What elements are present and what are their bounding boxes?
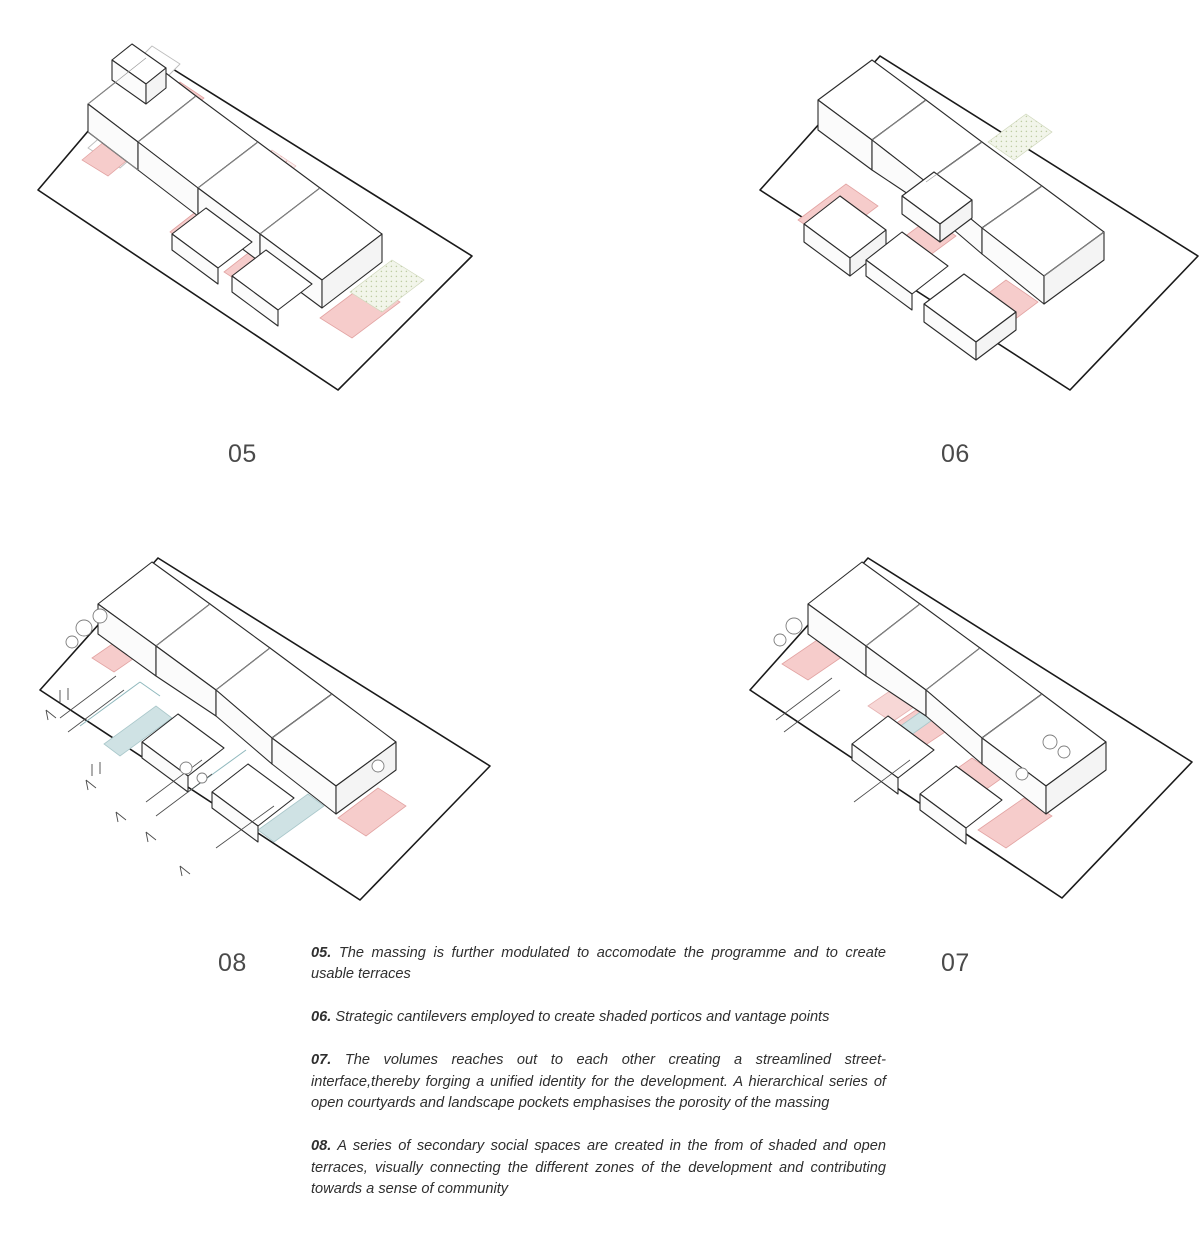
note-05-number: 05. [311,944,332,961]
diagram-07 [720,530,1200,930]
note-06-number: 06. [311,1009,332,1026]
note-05 [311,943,886,986]
diagram-number-08: 08 [218,949,247,977]
diagram-number-05: 05 [228,440,257,468]
note-08-number: 08. [311,1138,332,1155]
diagram-08 [20,530,540,930]
note-06 [311,1007,886,1028]
diagram-number-06: 06 [941,440,970,468]
note-07 [311,1050,886,1114]
diagram-06 [720,20,1200,420]
note-05-text: The massing is further modulated to accomodate the programme and to create usable terraces [311,944,886,982]
note-07-number: 07. [311,1052,332,1069]
note-08 [311,1136,886,1200]
note-06-text: Strategic cantilevers employed to create shaded porticos and vantage points [335,1009,830,1026]
diagram-05 [20,20,540,420]
note-08-text: A series of secondary social spaces are created in the from of shaded and open terraces, visually connecting the different zones of the development and contributing towards a sense of community [311,1138,887,1197]
diagram-number-07: 07 [941,949,970,977]
notes-block [311,928,886,1200]
note-07-text: The volumes reaches out to each other creating a streamlined street-interface,thereby forging a unified identity for the development. A hierarchical series of open courtyards and landscape pockets emphasises the porosity of the massing [311,1052,886,1112]
